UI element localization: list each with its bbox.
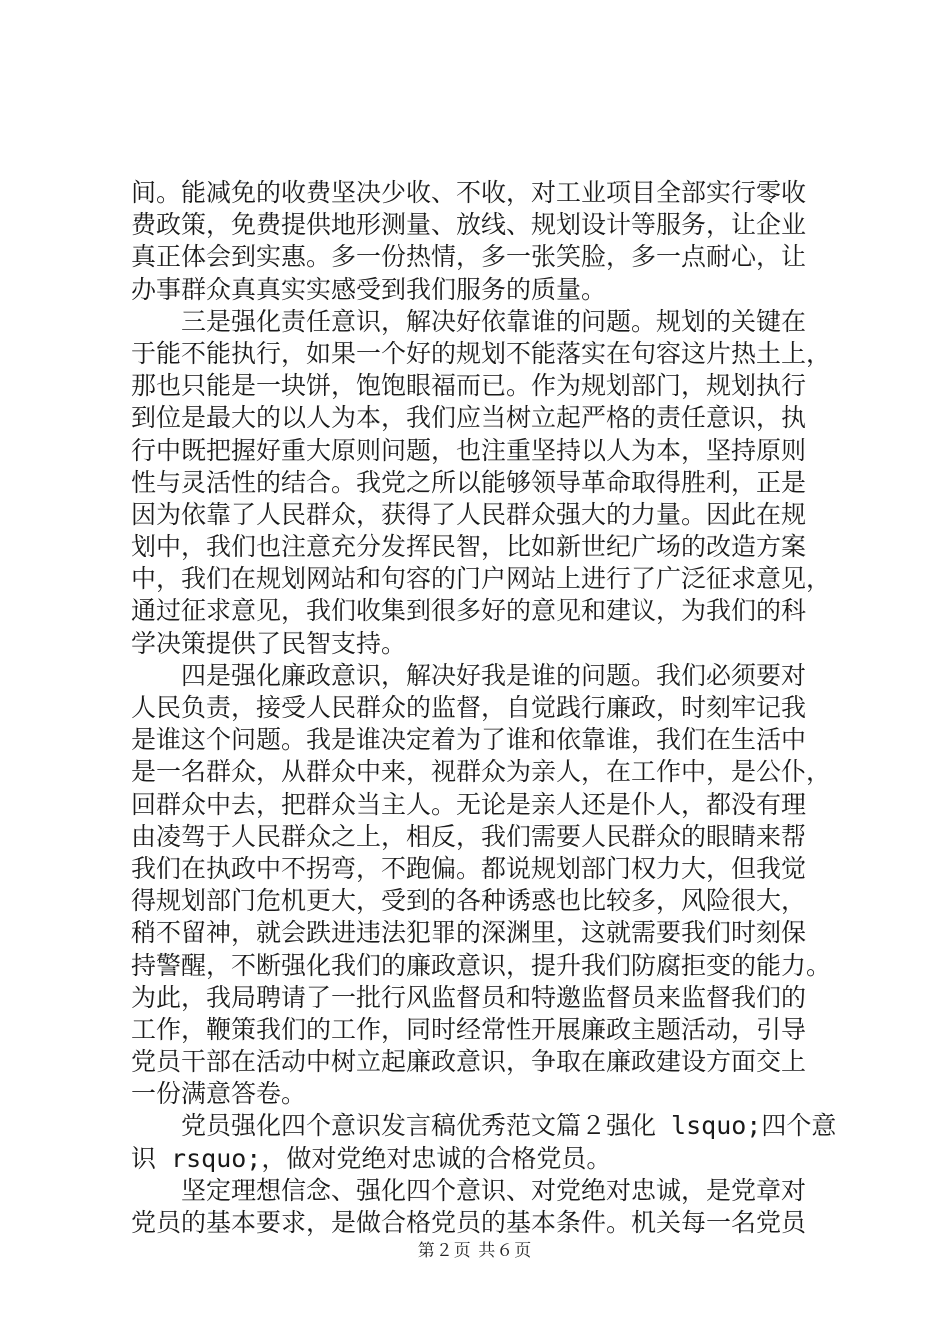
paragraph-start-line: 坚定理想信念、强化四个意识、对党绝对忠诚，是党章对 [181, 1175, 807, 1205]
text-line: 党员的基本要求，是做合格党员的基本条件。机关每一名党员 [131, 1208, 807, 1237]
text-line: 是一名群众，从群众中来，视群众为亲人，在工作中，是公仆， [131, 757, 832, 787]
text-line: 稍不留神，就会跌进违法犯罪的深渊里，这就需要我们时刻保 [131, 918, 807, 948]
text-line: 通过征求意见，我们收集到很多好的意见和建议，为我们的科 [131, 596, 807, 626]
text-line: 回群众中去，把群众当主人。无论是亲人还是仆人，都没有理 [131, 789, 807, 819]
text-line: 持警醒，不断强化我们的廉政意识，提升我们防腐拒变的能力。 [131, 950, 832, 980]
text-line: 识 rsquo;，做对党绝对忠诚的合格党员。 [131, 1143, 612, 1173]
text-line: 因为依靠了人民群众，获得了人民群众强大的力量。因此在规 [131, 499, 807, 529]
text-line: 为此，我局聘请了一批行风监督员和特邀监督员来监督我们的 [131, 982, 807, 1012]
text-line: 一份满意答卷。 [131, 1079, 307, 1109]
text-line: 学决策提供了民智支持。 [131, 628, 407, 658]
text-line: 行中既把握好重大原则问题，也注重坚持以人为本，坚持原则 [131, 435, 807, 465]
text-line: 那也只能是一块饼，饱饱眼福而已。作为规划部门，规划执行 [131, 371, 807, 401]
text-line: 间。能减免的收费坚决少收、不收，对工业项目全部实行零收 [131, 178, 807, 207]
paragraph-start-line: 四是强化廉政意识，解决好我是谁的问题。我们必须要对 [181, 660, 807, 690]
page-number-footer: 第２页 共６页 [417, 1241, 533, 1261]
text-line: 费政策，免费提供地形测量、放线、规划设计等服务，让企业 [131, 210, 807, 240]
text-line: 人民负责，接受人民群众的监督，自觉践行廉政，时刻牢记我 [131, 693, 807, 722]
text-line: 中，我们在规划网站和句容的门户网站上进行了广泛征求意见， [131, 564, 832, 594]
text-line: 真正体会到实惠。多一份热情，多一张笑脸，多一点耐心，让 [131, 242, 807, 272]
text-line: 办事群众真真实实感受到我们服务的质量。 [131, 274, 607, 304]
text-line: 于能不能执行，如果一个好的规划不能落实在句容这片热土上， [131, 338, 832, 368]
text-line: 由凌驾于人民群众之上，相反，我们需要人民群众的眼睛来帮 [131, 821, 807, 851]
text-line: 工作，鞭策我们的工作，同时经常性开展廉政主题活动，引导 [131, 1014, 807, 1044]
text-line: 是谁这个问题。我是谁决定着为了谁和依靠谁，我们在生活中 [131, 725, 807, 755]
text-line: 性与灵活性的结合。我党之所以能够领导革命取得胜利，正是 [131, 467, 807, 497]
text-line: 到位是最大的以人为本，我们应当树立起严格的责任意识，执 [131, 403, 807, 433]
text-line: 党员干部在活动中树立起廉政意识，争取在廉政建设方面交上 [131, 1047, 807, 1077]
paragraph-start-line: 党员强化四个意识发言稿优秀范文篇２强化 lsquo;四个意 [181, 1111, 837, 1141]
text-line: 我们在执政中不拐弯，不跑偏。都说规划部门权力大，但我觉 [131, 853, 807, 883]
text-line: 得规划部门危机更大，受到的各种诱惑也比较多，风险很大， [131, 886, 807, 916]
text-line: 划中，我们也注意充分发挥民智，比如新世纪广场的改造方案 [131, 532, 807, 562]
document-body [131, 177, 837, 1239]
paragraph-start-line: 三是强化责任意识，解决好依靠谁的问题。规划的关键在 [181, 306, 807, 336]
